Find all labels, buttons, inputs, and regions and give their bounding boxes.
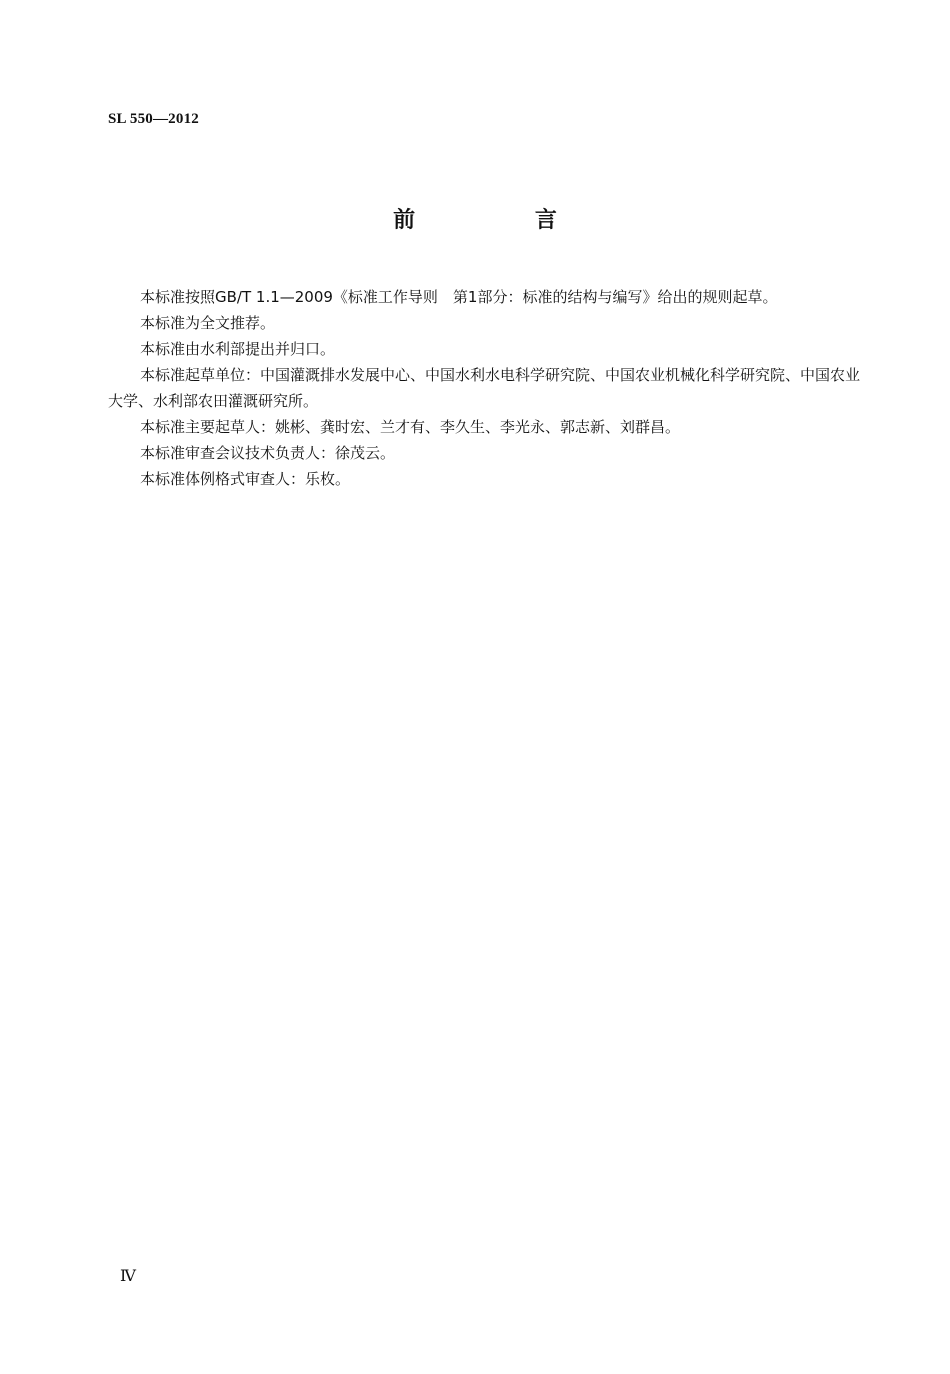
paragraph-recommendation: 本标准为全文推荐。 [140, 314, 276, 332]
page-number: Ⅳ [120, 1268, 136, 1285]
paragraph-format-reviewer: 本标准体例格式审查人：乐枚。 [140, 470, 351, 488]
paragraph-drafting-rules: 本标准按照GB/T 1.1—2009《标准工作导则 第1部分：标准的结构与编写》给出的规则起草。 [140, 288, 778, 306]
paragraph-technical-reviewer: 本标准审查会议技术负责人：徐茂云。 [140, 444, 396, 462]
page-title: 前 言 [393, 208, 613, 233]
standard-code: SL 550—2012 [108, 111, 199, 127]
paragraph-proposer: 本标准由水利部提出并归口。 [140, 340, 336, 358]
paragraph-main-drafters: 本标准主要起草人：姚彬、龚时宏、兰才有、李久生、李光永、郭志新、刘群昌。 [140, 418, 681, 436]
paragraph-drafting-units: 本标准起草单位：中国灌溉排水发展中心、中国水利水电科学研究院、中国农业机械化科学研究院、中国农业大学、水利部农田灌溉研究所。 [108, 366, 861, 410]
preface-body [108, 284, 860, 492]
